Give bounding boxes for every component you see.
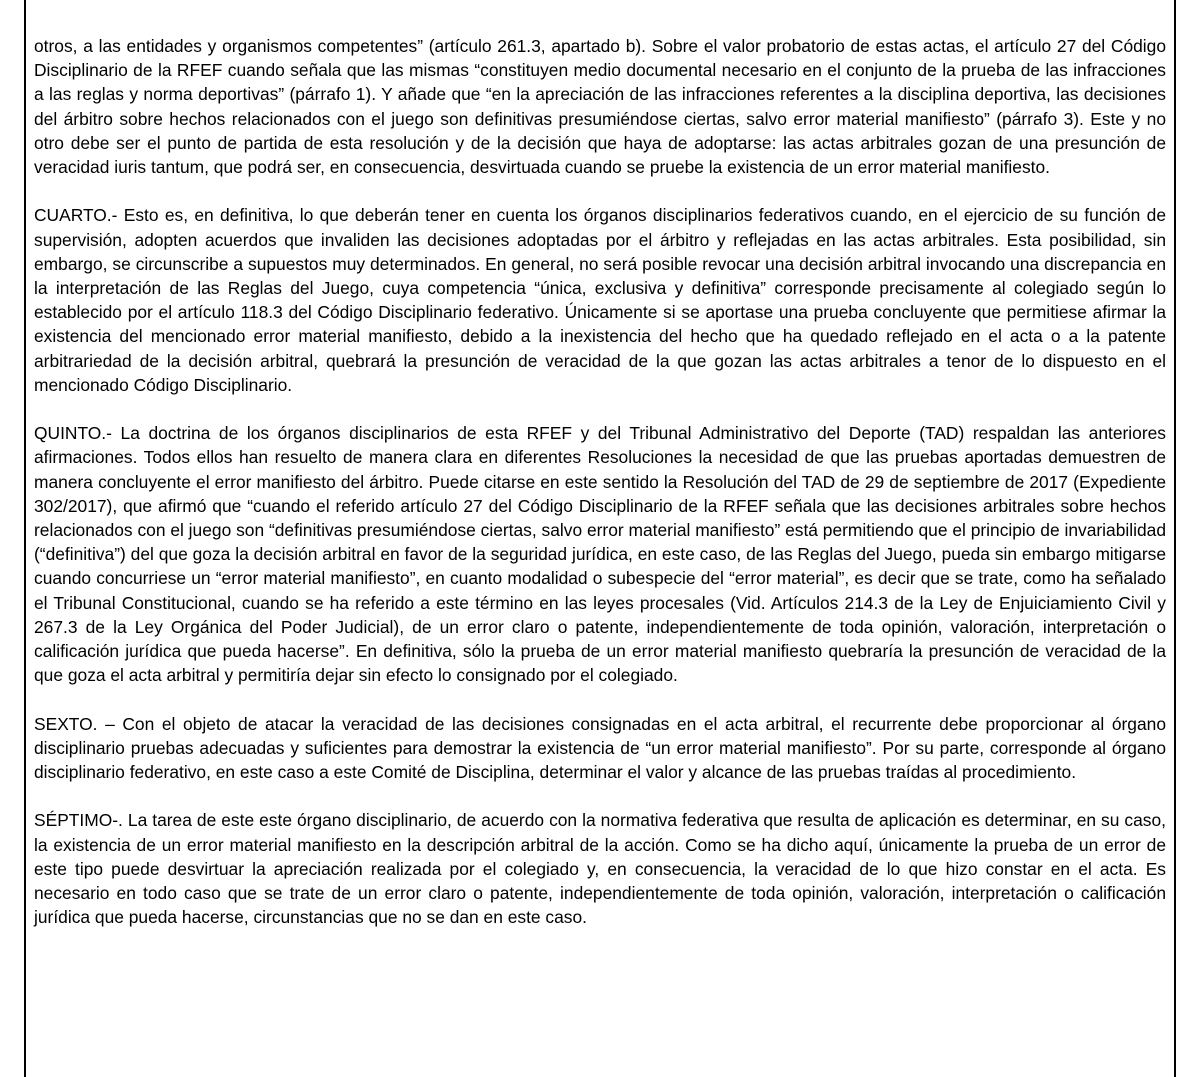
paragraph-quinto: QUINTO.- La doctrina de los órganos disciplinarios de esta RFEF y del Tribunal Administrativo del Deporte (TAD) respaldan las anteriores afirmaciones. Todos ellos han resuelto de manera clara en diferentes Resoluciones la necesidad de que las pruebas aportadas demuestren de manera concluyente el error manifiesto del árbitro. Puede citarse en este sentido la Resolución del TAD de 29 de septiembre de 2017 (Expediente 302/2017), que afirmó que “cuando el referido artículo 27 del Código Disciplinario de la RFEF señala que las decisiones arbitrales sobre hechos relacionados con el juego son “definitivas presumiéndose ciertas, salvo error material manifiesto” está permitiendo que el principio de invariabilidad (“definitiva”) del que goza la decisión arbitral en favor de la seguridad jurídica, en este caso, de las Reglas del Juego, pueda sin embargo mitigarse cuando concurriese un “error material manifiesto”, en cuanto modalidad o subespecie del “error material”, es decir que se trate, como ha señalado el Tribunal Constitucional, cuando se ha referido a este término en las leyes procesales (Vid. Artículos 214.3 de la Ley de Enjuiciamiento Civil y 267.3 de la Ley Orgánica del Poder Judicial), de un error claro o patente, independientemente de toda opinión, valoración, interpretación o calificación jurídica que pueda hacerse”. En definitiva, sólo la prueba de un error material manifiesto quebraría la presunción de veracidad de la que goza el acta arbitral y permitiría dejar sin efecto lo consignado por el colegiado. — [34, 423, 1166, 686]
paragraph-sexto: SEXTO. – Con el objeto de atacar la veracidad de las decisiones consignadas en el acta arbitral, el recurrente debe proporcionar al órgano disciplinario pruebas adecuadas y suficientes para demostrar la existencia de “un error material manifiesto”. Por su parte, corresponde al órgano disciplinario federativo, en este caso a este Comité de Disciplina, determinar el valor y alcance de las pruebas traídas al procedimiento. — [34, 713, 1166, 783]
paragraph-septimo: SÉPTIMO-. La tarea de este este órgano disciplinario, de acuerdo con la normativa federativa que resulta de aplicación es determinar, en su caso, la existencia de un error material manifiesto en la descripción arbitral de la acción. Como se ha dicho aquí, únicamente la prueba de un error de este tipo puede desvirtuar la apreciación realizada por el colegiado y, en consecuencia, la veracidad de lo que hizo constar en el acta. Es necesario en todo caso que se trate de un error claro o patente, independientemente de toda opinión, valoración, interpretación o calificación jurídica que pueda hacerse, circunstancias que no se dan en este caso. — [34, 810, 1166, 928]
paragraph-cuarto: CUARTO.- Esto es, en definitiva, lo que deberán tener en cuenta los órganos disciplinarios federativos cuando, en el ejercicio de su función de supervisión, adopten acuerdos que invaliden las decisiones adoptadas por el árbitro y reflejadas en las actas arbitrales. Esta posibilidad, sin embargo, se circunscribe a supuestos muy determinados. En general, no será posible revocar una decisión arbitral invocando una discrepancia en la interpretación de las Reglas del Juego, cuya competencia “única, exclusiva y definitiva” corresponde precisamente al colegiado según lo establecido por el artículo 118.3 del Código Disciplinario federativo. Únicamente si se aportase una prueba concluyente que permitiese afirmar la existencia del mencionado error material manifiesto, debido a la inexistencia del hecho que ha quedado reflejado en el acta o a la patente arbitrariedad de la decisión arbitral, quebrará la presunción de veracidad de la que gozan las actas arbitrales a tenor de lo dispuesto en el mencionado Código Disciplinario. — [34, 205, 1166, 395]
paragraph-continuation: otros, a las entidades y organismos competentes” (artículo 261.3, apartado b). Sobre el valor probatorio de estas actas, el artículo 27 del Código Disciplinario de la RFEF cuando señala que las mismas “constituyen medio documental necesario en el conjunto de la prueba de las infracciones a las reglas y norma deportivas” (párrafo 1). Y añade que “en la apreciación de las infracciones referentes a la disciplina deportiva, las decisiones del árbitro sobre hechos relacionados con el juego son definitivas presumiéndose ciertas, salvo error material manifiesto” (párrafo 3). Este y no otro debe ser el punto de partida de esta resolución y de la decisión que haya de adoptarse: las actas arbitrales gozan de una presunción de veracidad iuris tantum, que podrá ser, en consecuencia, desvirtuada cuando se pruebe la existencia de un error material manifiesto. — [34, 36, 1166, 178]
document-page — [24, 0, 1176, 1077]
document-body — [34, 34, 1166, 954]
